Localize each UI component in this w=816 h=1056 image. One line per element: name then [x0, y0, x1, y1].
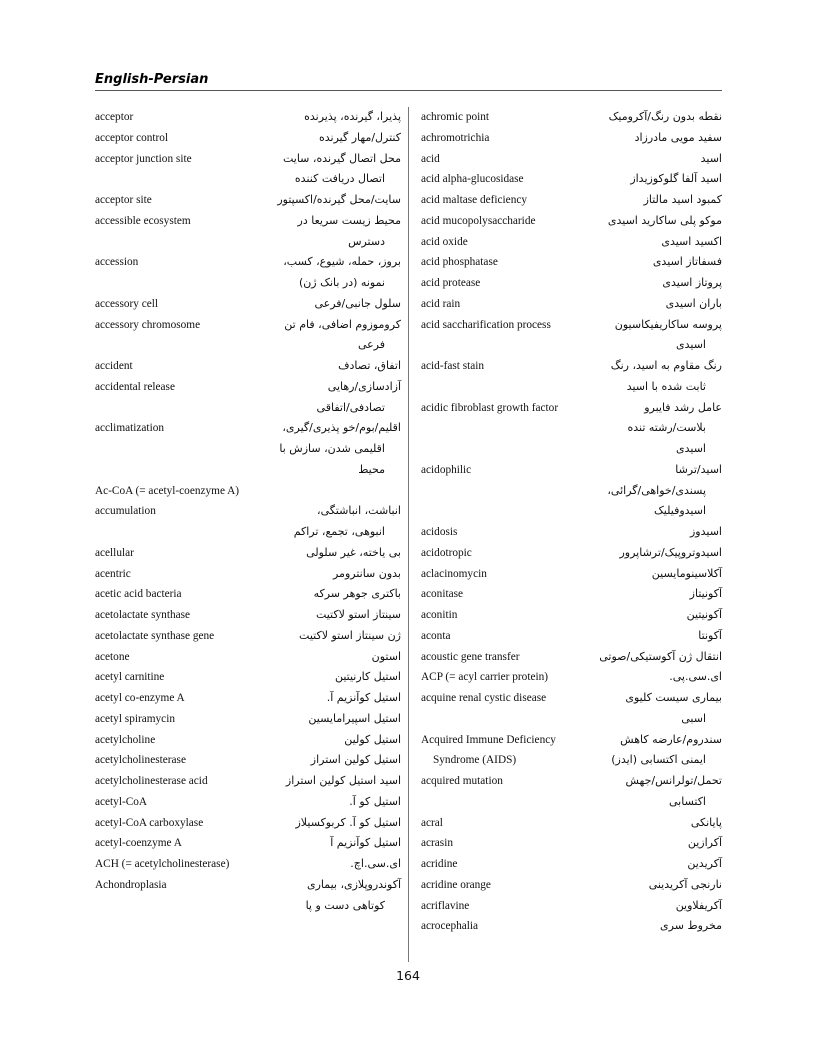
english-term: accessory cell: [95, 297, 159, 310]
persian-translation-line: پسندی/خواهی/گرائی،: [607, 483, 706, 497]
english-term: acetylcholinesterase: [95, 754, 186, 767]
persian-translation-line: بی یاخته، غیر سلولی: [306, 545, 401, 559]
dictionary-entry: [421, 211, 722, 232]
persian-translation-line: مخروط سری: [660, 919, 722, 933]
dictionary-entry: [421, 564, 722, 585]
dictionary-entry: [95, 190, 401, 211]
dictionary-entry: [95, 854, 401, 875]
english-term: acetyl co-enzyme A: [95, 692, 185, 704]
english-term: acidosis: [421, 526, 458, 538]
dictionary-entry: [95, 211, 401, 253]
dictionary-entry: [421, 232, 722, 253]
persian-translation-line: استون: [371, 649, 401, 663]
english-term: acetyl-CoA carboxylase: [95, 816, 204, 829]
persian-translation: [249, 833, 401, 854]
persian-translation: [575, 398, 722, 460]
english-term: acquired mutation: [421, 775, 503, 787]
persian-translation-line: اسید/ترشا: [675, 462, 722, 476]
persian-translation-line: اتفاق، تصادف: [338, 359, 401, 372]
english-term: ACH (= acetylcholinesterase): [95, 858, 230, 870]
persian-translation-line: پروتاز اسیدی: [662, 276, 722, 289]
english-term: acidic fibroblast growth factor: [421, 401, 559, 414]
persian-translation-line: موکو پلی ساکارید اسیدی: [607, 213, 722, 227]
persian-translation-line: اکسید اسیدی: [661, 234, 722, 248]
persian-translation: [249, 128, 401, 149]
dictionary-entry: [95, 626, 401, 647]
persian-translation-line: اقلیمی شدن، سازش با: [279, 442, 385, 455]
persian-translation-line: پایانکی: [690, 815, 722, 829]
persian-translation-line: آکونیتاز: [689, 587, 722, 601]
dictionary-entry: [421, 294, 722, 315]
english-term: accessible ecosystem: [95, 214, 191, 227]
dictionary-entry: [421, 854, 722, 875]
dictionary-entry: [421, 584, 722, 605]
english-term: acid maltase deficiency: [421, 194, 528, 206]
dictionary-entry: [421, 875, 722, 896]
persian-translation-line: تصادفی/اتفاقی: [316, 400, 385, 414]
dictionary-entry: [95, 709, 401, 730]
persian-translation-line: استیل کارنیتین: [334, 670, 401, 684]
dictionary-entry: [95, 252, 401, 294]
left-column: [95, 107, 401, 916]
persian-translation-line: آکریدین: [687, 857, 722, 870]
persian-translation-line: آکونیتین: [686, 608, 722, 621]
persian-translation-line: ثابت شده با اسید: [626, 379, 706, 393]
persian-translation: [575, 584, 722, 605]
dictionary-entry: [95, 128, 401, 149]
persian-translation: [575, 315, 722, 357]
persian-translation: [249, 501, 401, 543]
english-term: acid-fast stain: [421, 360, 485, 372]
running-header: English-Persian: [95, 72, 209, 87]
persian-translation: [575, 252, 722, 273]
persian-translation-line: سایت/محل گیرنده/اکسپتور: [277, 193, 401, 206]
persian-translation-line: محل اتصال گیرنده، سایت: [282, 151, 401, 165]
persian-translation: [249, 190, 401, 211]
persian-translation-line: آکریفلاوین: [675, 898, 722, 912]
persian-translation-line: اسبی: [681, 711, 706, 725]
persian-translation: [249, 315, 401, 357]
persian-translation-line: اسیدوفیلیک: [653, 504, 706, 518]
dictionary-entry: [95, 315, 401, 357]
english-term: acid phosphatase: [421, 256, 498, 269]
persian-translation: [249, 875, 401, 917]
dictionary-entry: [421, 896, 722, 917]
english-term: acidophilic: [421, 463, 472, 476]
english-term: accidental release: [95, 380, 175, 393]
dictionary-entry: [421, 460, 722, 522]
persian-translation: [575, 833, 722, 854]
persian-translation: [575, 273, 722, 294]
english-term: acid alpha-glucosidase: [421, 173, 524, 186]
dictionary-entry: [421, 813, 722, 834]
dictionary-entry: [421, 356, 722, 398]
english-term: acid protease: [421, 277, 481, 289]
persian-translation: [249, 356, 401, 377]
english-term: acclimatization: [95, 422, 165, 435]
english-term: achromotrichia: [421, 131, 490, 144]
dictionary-entry: [421, 273, 722, 294]
persian-translation-line: کوتاهی دست و پا: [305, 898, 385, 912]
persian-translation: [575, 564, 722, 585]
persian-translation-line: انباشت، انباشتگی،: [317, 504, 401, 518]
persian-translation-line: پذیرا، گیرنده، پذیرنده: [304, 110, 401, 123]
persian-translation-line: استیل اسپیرامایسین: [308, 711, 401, 725]
persian-translation: [575, 626, 722, 647]
english-term: acentric: [95, 567, 131, 580]
column-divider: [408, 107, 409, 962]
persian-translation-line: ژن سینتاز استو لاکتیت: [299, 628, 401, 642]
persian-translation-line: نارنجی آکریدینی: [648, 877, 722, 891]
dictionary-entry: [421, 169, 722, 190]
persian-translation-line: کمبود اسید مالتاز: [643, 193, 722, 206]
persian-translation: [575, 667, 722, 688]
persian-translation: [575, 896, 722, 917]
persian-translation: [575, 543, 722, 564]
persian-translation: [575, 356, 722, 398]
persian-translation: [249, 211, 401, 253]
persian-translation: [575, 294, 722, 315]
persian-translation-line: اکتسابی: [668, 794, 706, 808]
persian-translation-line: ای.سی.پی.: [669, 670, 722, 684]
dictionary-entry: [421, 522, 722, 543]
english-term: Achondroplasia: [95, 878, 167, 891]
persian-translation-line: استیل کو آ.: [349, 794, 401, 808]
persian-translation-line: رنگ مقاوم به اسید، رنگ: [610, 359, 722, 372]
english-term: aconitin: [421, 609, 458, 621]
persian-translation: [575, 169, 722, 190]
dictionary-entry: [95, 647, 401, 668]
dictionary-entry: [421, 605, 722, 626]
persian-translation-line: آکوندروپلازی، بیماری: [306, 877, 401, 891]
dictionary-entry: [95, 564, 401, 585]
persian-translation-line: آزادسازی/رهایی: [327, 379, 401, 393]
english-term: acid saccharification process: [421, 318, 551, 331]
persian-translation-line: سلول جانبی/فرعی: [314, 296, 401, 310]
english-term: acetylcholinesterase acid: [95, 775, 208, 787]
dictionary-entry: [421, 190, 722, 211]
persian-translation: [249, 149, 401, 191]
page-number: 164: [396, 968, 420, 983]
dictionary-entry: [95, 418, 401, 480]
persian-translation-line: سندروم/عارضه کاهش: [620, 732, 722, 746]
persian-translation: [575, 916, 722, 937]
persian-translation: [249, 584, 401, 605]
dictionary-entry: [421, 730, 722, 772]
persian-translation: [249, 647, 401, 668]
persian-translation: [249, 709, 401, 730]
english-term: acriflavine: [421, 899, 470, 912]
persian-translation: [575, 107, 722, 128]
dictionary-entry: [421, 688, 722, 730]
persian-translation-line: آکونتا: [698, 628, 722, 642]
dictionary-entry: [421, 543, 722, 564]
persian-translation: [249, 813, 401, 834]
persian-translation: [249, 771, 401, 792]
dictionary-entry: [95, 481, 401, 502]
persian-translation: [249, 252, 401, 294]
persian-translation-line: تحمل/تولرانس/جهش: [625, 774, 722, 787]
english-term: acetyl spiramycin: [95, 712, 175, 725]
persian-translation-line: اسید: [700, 151, 722, 165]
persian-translation-line: استیل کولین استراز: [310, 753, 401, 767]
english-term: accession: [95, 256, 139, 269]
persian-translation-line: اسیدوتروپیک/ترشاپرور: [619, 545, 722, 559]
dictionary-entry: [95, 667, 401, 688]
dictionary-entry: [421, 667, 722, 688]
dictionary-entry: [95, 501, 401, 543]
persian-translation-line: اقلیم/بوم/خو پذیری/گیری،: [282, 421, 401, 435]
persian-translation: [249, 667, 401, 688]
persian-translation-line: فرعی: [357, 338, 385, 352]
english-term: acetyl-coenzyme A: [95, 837, 182, 850]
persian-translation: [575, 522, 722, 543]
english-term: acoustic gene transfer: [421, 650, 520, 663]
dictionary-entry: [95, 688, 401, 709]
persian-translation: [249, 605, 401, 626]
persian-translation-line: انتقال ژن آکوستیکی/صوتی: [599, 649, 722, 663]
persian-translation: [249, 626, 401, 647]
persian-translation-line: کنترل/مهار گیرنده: [319, 130, 401, 144]
dictionary-entry: [95, 543, 401, 564]
persian-translation: [575, 647, 722, 668]
dictionary-entry: [421, 647, 722, 668]
persian-translation: [249, 792, 401, 813]
english-term: acral: [421, 816, 443, 829]
persian-translation: [249, 294, 401, 315]
english-term: acidotropic: [421, 546, 472, 559]
english-term: acetone: [95, 650, 130, 663]
dictionary-entry: [95, 377, 401, 419]
persian-translation-line: استیل کوآنزیم آ.: [326, 691, 401, 704]
english-term: accident: [95, 360, 133, 372]
persian-translation-line: کروموزوم اضافی، فام تن: [284, 317, 401, 331]
english-term: acridine: [421, 858, 458, 870]
persian-translation-line: پروسه ساکاریفیکاسیون: [614, 317, 722, 331]
persian-translation-line: نمونه (در بانک ژن): [298, 276, 385, 289]
english-term: acceptor: [95, 111, 134, 123]
persian-translation-line: اسیدی: [676, 442, 706, 455]
persian-translation-line: آکلاسینومایسین: [651, 566, 722, 580]
persian-translation: [575, 854, 722, 875]
dictionary-entry: [95, 833, 401, 854]
persian-translation-line: بیماری سیست کلیوی: [625, 691, 722, 704]
dictionary-entry: [421, 916, 722, 937]
persian-translation: [575, 688, 722, 730]
dictionary-entry: [421, 833, 722, 854]
persian-translation-line: نقطه بدون رنگ/آکرومیک: [608, 110, 722, 123]
persian-translation: [575, 211, 722, 232]
right-column: [421, 107, 722, 937]
persian-translation-line: محیط: [358, 462, 385, 476]
english-term: acetyl-CoA: [95, 795, 148, 808]
persian-translation: [249, 377, 401, 419]
dictionary-entry: [95, 584, 401, 605]
persian-translation: [575, 875, 722, 896]
persian-translation: [249, 564, 401, 585]
dictionary-entry: [95, 750, 401, 771]
dictionary-entry: [95, 792, 401, 813]
persian-translation: [575, 813, 722, 834]
persian-translation: [249, 750, 401, 771]
persian-translation-line: دسترس: [348, 234, 385, 248]
persian-translation: [575, 771, 722, 813]
persian-translation-line: بلاست/رشته تنده: [627, 421, 706, 435]
dictionary-entry: [95, 771, 401, 792]
persian-translation-line: انبوهی، تجمع، تراکم: [293, 525, 385, 538]
dictionary-entry: [421, 107, 722, 128]
dictionary-entry: [95, 813, 401, 834]
persian-translation-line: استیل کوآنزیم آ: [330, 836, 401, 850]
english-term: Acquired Immune Deficiency Syndrome (AIDS): [421, 733, 556, 767]
persian-translation: [575, 232, 722, 253]
persian-translation-line: استیل کولین: [344, 732, 401, 746]
dictionary-entry: [95, 107, 401, 128]
dictionary-entry: [95, 605, 401, 626]
english-term: aconta: [421, 629, 451, 642]
english-term: acellular: [95, 546, 134, 559]
persian-translation-line: اسیدوز: [690, 525, 722, 538]
persian-translation: [575, 730, 722, 772]
persian-translation-line: آکرازین: [687, 836, 722, 850]
english-term: accumulation: [95, 505, 156, 518]
dictionary-entry: [95, 294, 401, 315]
persian-translation: [575, 190, 722, 211]
english-term: acridine orange: [421, 878, 491, 891]
persian-translation-line: بدون سانترومر: [332, 566, 401, 580]
english-term: acrocephalia: [421, 920, 479, 933]
persian-translation: [575, 460, 722, 522]
persian-translation: [575, 149, 722, 170]
persian-translation: [575, 605, 722, 626]
persian-translation-line: سفید مویی مادرزاد: [634, 130, 722, 144]
header-rule: [95, 90, 722, 91]
english-term: acceptor junction site: [95, 152, 192, 165]
english-term: acquine renal cystic disease: [421, 692, 547, 704]
persian-translation: [249, 543, 401, 564]
english-term: acetolactate synthase: [95, 609, 191, 621]
english-term: acetic acid bacteria: [95, 588, 182, 601]
dictionary-entry: [421, 398, 722, 460]
persian-translation-line: باران اسیدی: [665, 296, 722, 310]
persian-translation: [249, 730, 401, 751]
english-term: acceptor site: [95, 194, 152, 206]
english-term: Ac-CoA (= acetyl-coenzyme A): [95, 484, 240, 497]
dictionary-entry: [95, 730, 401, 751]
english-term: acetyl carnitine: [95, 671, 165, 684]
persian-translation-line: فسفاتاز اسیدی: [652, 255, 722, 269]
persian-translation-line: سینتاز استو لاکتیت: [315, 608, 401, 621]
persian-translation: [575, 128, 722, 149]
persian-translation-line: محیط زیست سریعا در: [297, 213, 401, 227]
english-term: acrasin: [421, 837, 453, 850]
persian-translation-line: عامل رشد فایبرو: [644, 400, 722, 414]
english-term: acetolactate synthase gene: [95, 629, 215, 642]
persian-translation-line: اسیدی: [676, 338, 706, 352]
persian-translation: [249, 854, 401, 875]
english-term: acid mucopolysaccharide: [421, 214, 536, 227]
dictionary-entry: [421, 252, 722, 273]
english-term: acid oxide: [421, 235, 468, 248]
english-term: achromic point: [421, 111, 490, 123]
english-term: aconitase: [421, 588, 464, 601]
persian-translation: [249, 107, 401, 128]
persian-translation-line: ایمنی اکتسابی (ایدز): [611, 753, 706, 767]
english-term: acetylcholine: [95, 733, 156, 746]
persian-translation-line: اتصال دریافت کننده: [294, 172, 385, 186]
dictionary-entry: [95, 356, 401, 377]
dictionary-entry: [95, 149, 401, 191]
persian-translation: [249, 418, 401, 480]
persian-translation-line: بروز، حمله، شیوع، کسب،: [283, 255, 401, 269]
persian-translation-line: استیل کو آ. کربوکسیلاز: [295, 815, 401, 829]
persian-translation: [249, 481, 401, 502]
dictionary-entry: [421, 128, 722, 149]
persian-translation-line: اسید استیل کولین استراز: [285, 774, 401, 787]
english-term: acid rain: [421, 297, 461, 310]
english-term: acceptor control: [95, 131, 169, 144]
persian-translation-line: اسید آلفا گلوکوزیداز: [630, 172, 722, 186]
english-term: accessory chromosome: [95, 318, 201, 331]
english-term: acid: [421, 152, 440, 165]
persian-translation-line: ای.سی.اچ.: [350, 857, 401, 870]
persian-translation: [249, 688, 401, 709]
dictionary-entry: [421, 771, 722, 813]
persian-translation-line: باکتری جوهر سرکه: [313, 587, 401, 601]
dictionary-entry: [421, 626, 722, 647]
dictionary-entry: [421, 149, 722, 170]
english-term: aclacinomycin: [421, 567, 487, 580]
dictionary-entry: [421, 315, 722, 357]
dictionary-entry: [95, 875, 401, 917]
english-term: ACP (= acyl carrier protein): [421, 671, 549, 684]
